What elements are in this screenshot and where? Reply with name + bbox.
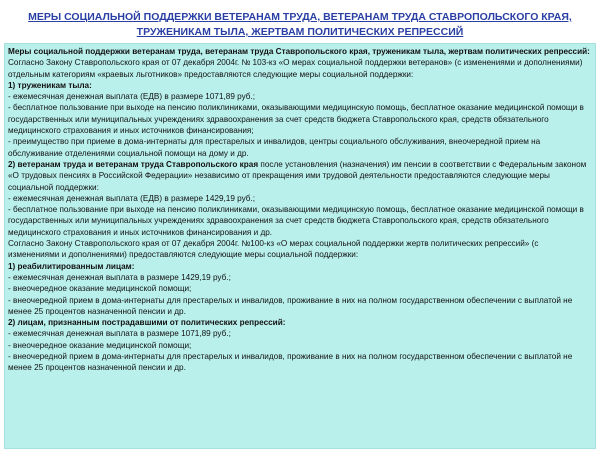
subsection-heading-rehabilitated: 1) реабилитированным лицам:	[8, 261, 135, 271]
list-item: - ежемесячная денежная выплата в размере 1429,19 руб.;	[8, 272, 231, 282]
law-intro-paragraph-repressions: Согласно Закону Ставропольского края от 07 декабря 2004г. №100-кз «О мерах социальной поддержки жертв политических репрессий» (с изменениями и дополнениями) предоставляются следующие меры социальной поддержки:	[8, 239, 539, 260]
list-item: - ежемесячная денежная выплата (ЕДВ) в размере 1429,19 руб.;	[8, 193, 256, 203]
content-panel	[4, 43, 596, 449]
subsection-heading-victims: 2) лицам, признанным пострадавшими от политических репрессий:	[8, 318, 286, 328]
list-item: - внеочередной прием в дома-интернаты для престарелых и инвалидов, проживание в них на полном государственном обеспечении с выплатой не менее 25 процентов назначенной пенсии и др.	[8, 295, 573, 316]
list-item: - внеочередное оказание медицинской помощи;	[8, 340, 192, 350]
subsection-heading-home-front: 1) труженикам тыла:	[8, 80, 92, 90]
subsection-veterans-paragraph	[8, 159, 592, 193]
subsection-heading-veterans: 2) ветеранам труда и ветеранам труда Ставропольского края	[8, 159, 259, 169]
list-item: - внеочередное оказание медицинской помощи;	[8, 284, 192, 294]
list-item: - бесплатное пользование при выходе на пенсию поликлиниками, оказывающими медицинскую помощь, бесплатное оказание медицинской помощи в государственных или муниципальных учреждениях здравоохранения за счет средств бюджета Ставропольского края, средств обязательного медицинского страхования и иных источников финансирования;	[8, 103, 584, 136]
subsection-veterans-text: после установления (назначения) им пенсии в соответствии с Федеральным законом «О трудовых пенсиях в Российской Федерации» независимо от прекращения ими трудовой деятельности предоставляются следующие меры социальной поддержки:	[8, 159, 587, 192]
list-item: - бесплатное пользование при выходе на пенсию поликлиниками, оказывающими медицинскую помощь, бесплатное оказание медицинской помощи в государственных или муниципальных учреждениях здравоохранения за счет средств бюджета Ставропольского края, средств обязательного медицинского страхования и иных источников финансирования и др.	[8, 205, 584, 237]
list-item: - внеочередной прием в дома-интернаты для престарелых и инвалидов, проживание в них на полном государственном обеспечении с выплатой не менее 25 процентов назначенной пенсии и др.	[8, 352, 573, 373]
section-heading: Меры социальной поддержки ветеранам труда, ветеранам труда Ставропольского края, труженикам тыла, жертвам политических репрессий:	[8, 47, 590, 56]
list-item: - преимущество при приеме в дома-интернаты для престарелых и инвалидов, центры социального обслуживания, внеочередной прием на обслуживание отделениями социальной помощи на дому и др.	[8, 137, 541, 158]
list-item: - ежемесячная денежная выплата в размере 1071,89 руб.;	[8, 329, 231, 339]
law-intro-paragraph: Согласно Закону Ставропольского края от 07 декабря 2004г. № 103-кз «О мерах социальной поддержки ветеранов» (с изменениями и дополнениями) отдельным категориям «краевых льготников» предоставляются следующие меры социальной поддержки:	[8, 58, 583, 79]
list-item: - ежемесячная денежная выплата (ЕДВ) в размере 1071,89 руб.;	[8, 92, 256, 102]
page-title: МЕРЫ СОЦИАЛЬНОЙ ПОДДЕРЖКИ ВЕТЕРАНАМ ТРУДА, ВЕТЕРАНАМ ТРУДА СТАВРОПОЛЬСКОГО КРАЯ, ТРУЖЕНИКАМ ТЫЛА, ЖЕРТВАМ ПОЛИТИЧЕСКИХ РЕПРЕССИЙ	[28, 11, 572, 38]
document-text	[8, 46, 592, 374]
